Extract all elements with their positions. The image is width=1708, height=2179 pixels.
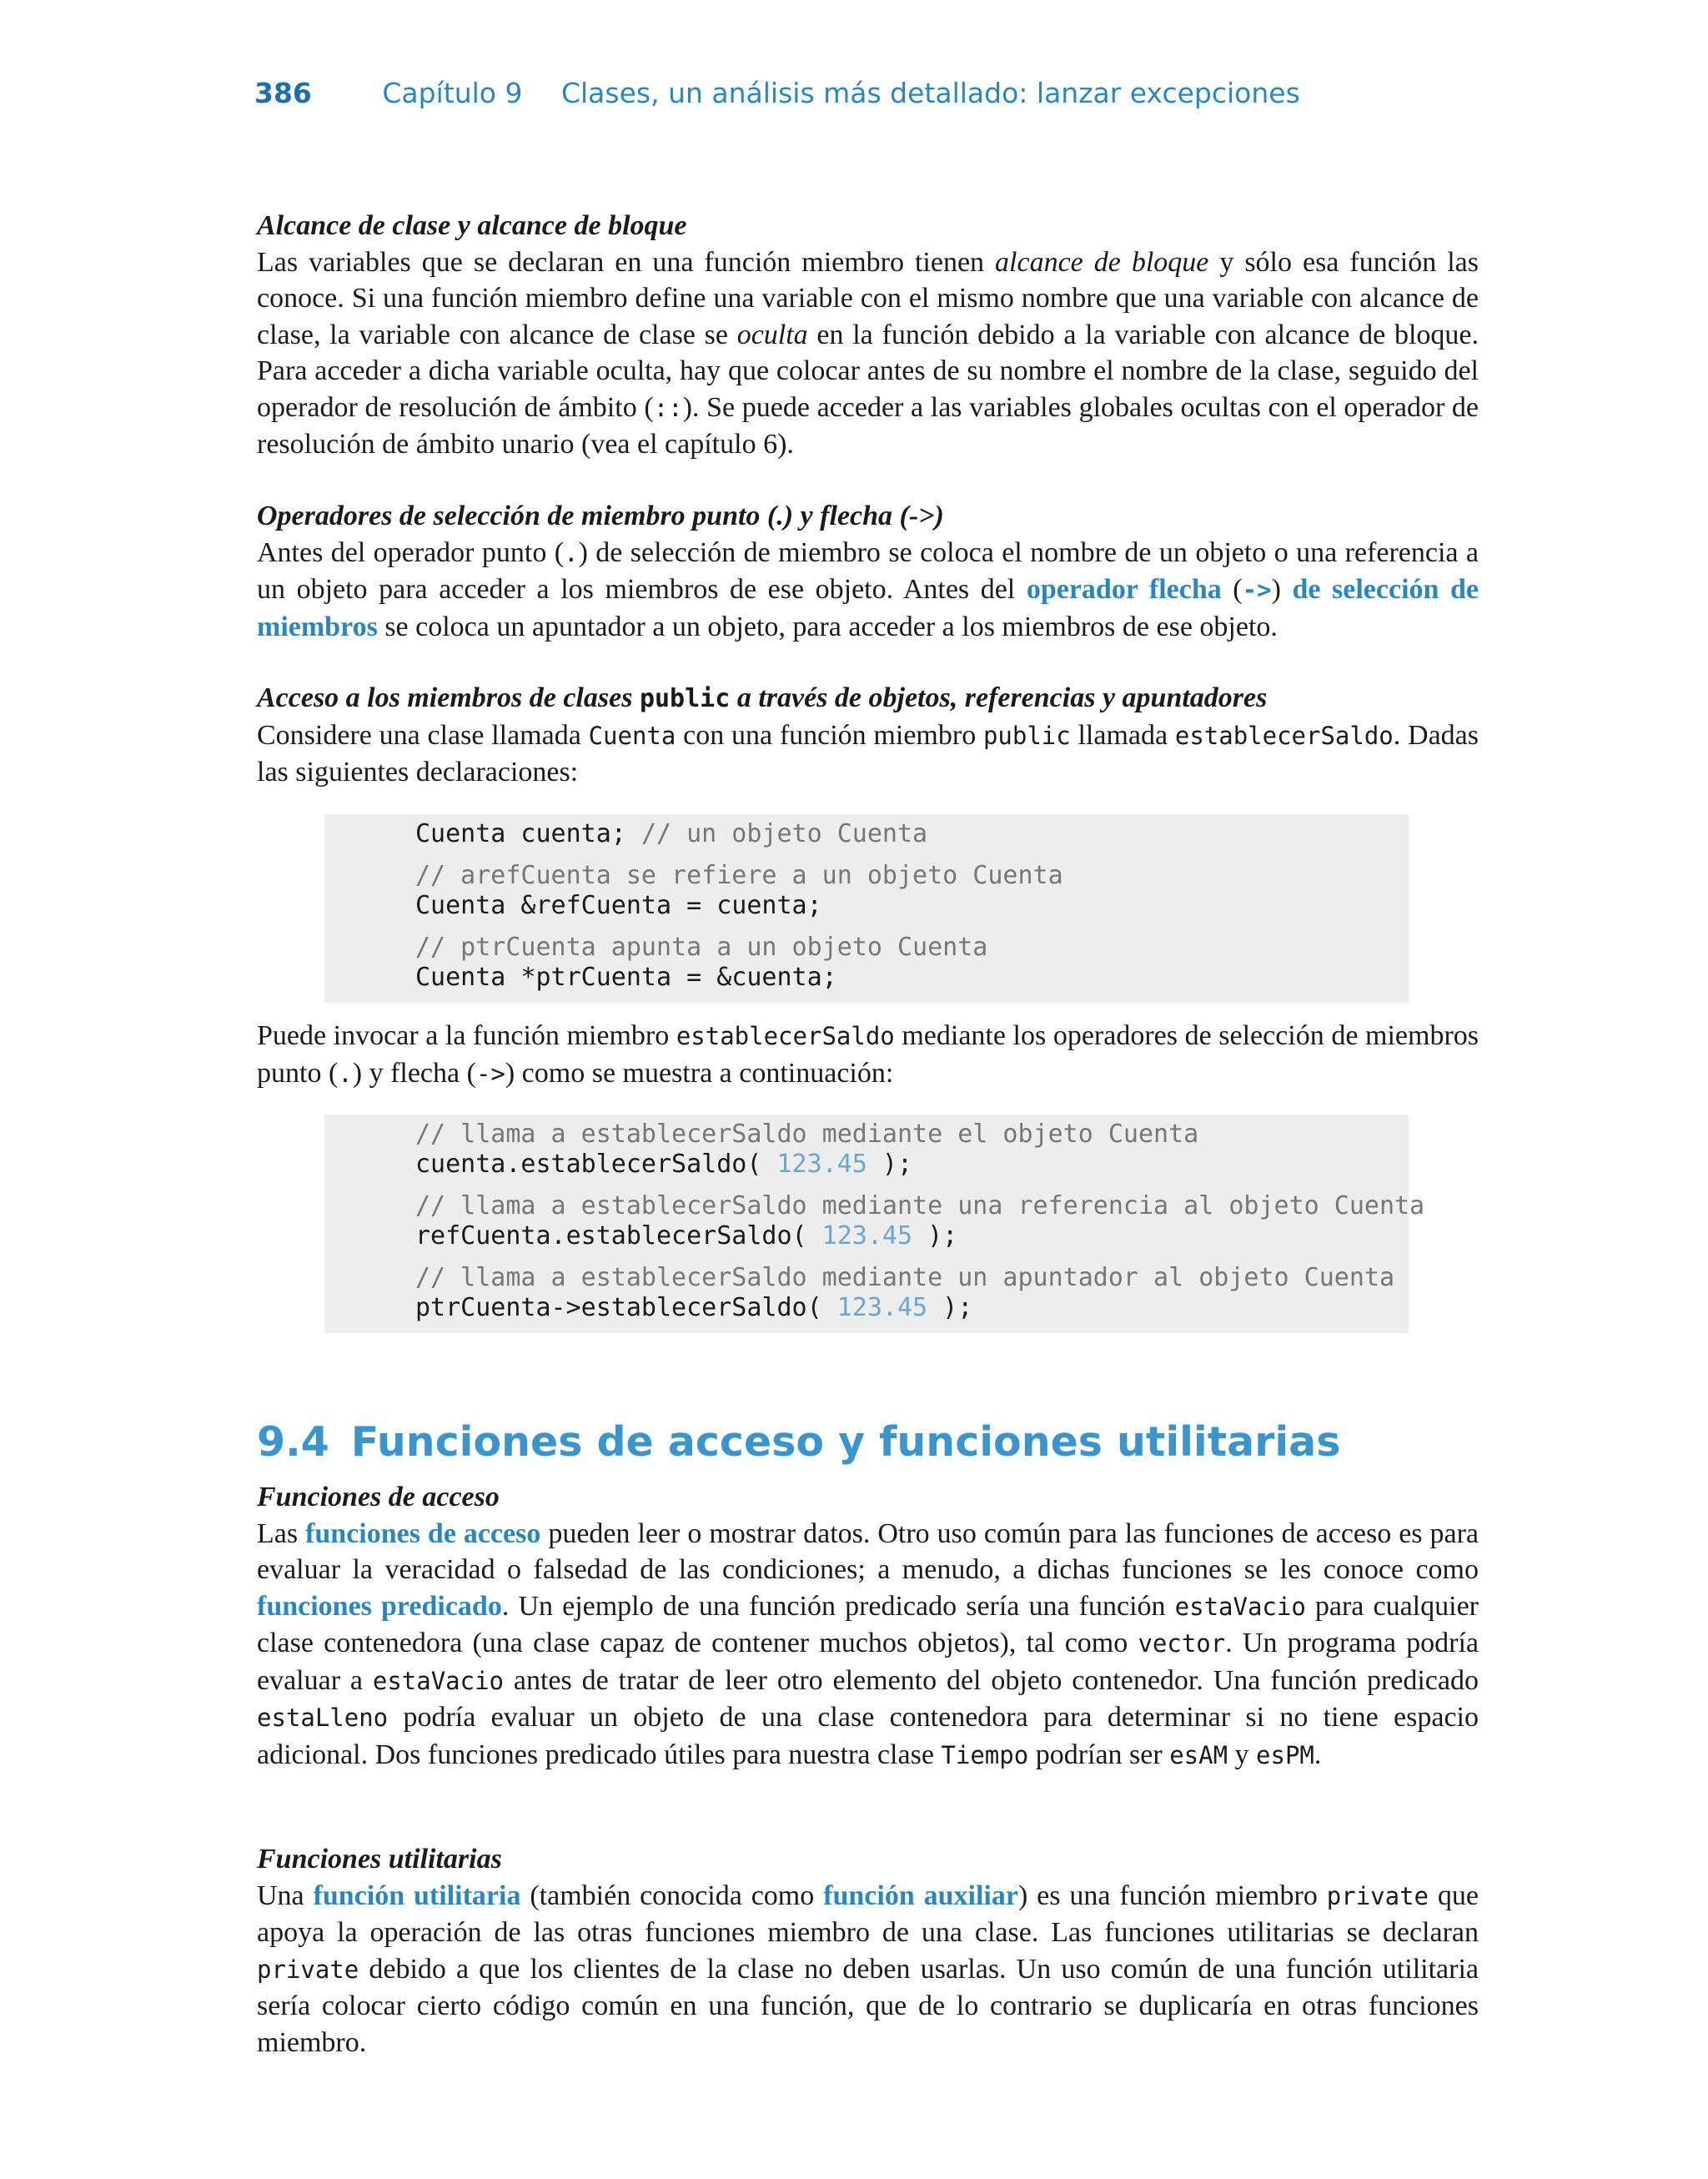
block-invoke xyxy=(257,1018,1479,1092)
subheading-public-access: Acceso a los miembros de clases public a través de objetos, referencias y apuntadores xyxy=(257,682,1268,713)
code-line: ptrCuenta->establecerSaldo( 123.45 ); xyxy=(415,1293,973,1322)
chapter-title: Clases, un análisis más detallado: lanzar excepciones xyxy=(560,77,1300,109)
subheading-access-functions: Funciones de acceso xyxy=(257,1482,500,1512)
code-line: Cuenta &refCuenta = cuenta; xyxy=(415,891,822,920)
code-comment: // llama a establecerSaldo mediante un apuntador al objeto Cuenta xyxy=(415,1263,1394,1292)
chapter-label: Capítulo 9 xyxy=(382,77,523,109)
code-comment: // ptrCuenta apunta a un objeto Cuenta xyxy=(415,933,988,962)
code-block-calls xyxy=(324,1115,1425,1333)
page-number: 386 xyxy=(254,77,312,109)
paragraph-access-functions: Las funciones de acceso pueden leer o mostrar datos. Otro uso común para las funciones de acceso es para evaluar la veracidad o falsedad de las condiciones; a menudo, a dichas funciones se les conoce como funciones predicado. Un ejemplo de una función predicado sería una función estaVacio para cualquier clase contenedora (una clase capaz de contener muchos objetos), tal como vector. Un programa podría evaluar a estaVacio antes de tratar de leer otro elemento del objeto contenedor. Una función predicado estaLleno podría evaluar un objeto de una clase contenedora para determinar si no tiene espacio adicional. Dos funciones predicado útiles para nuestra clase Tiempo podrían ser esAM y esPM. xyxy=(257,1517,1479,1770)
subheading-utility-functions: Funciones utilitarias xyxy=(257,1844,502,1875)
running-head xyxy=(254,77,1300,109)
paragraph-invoke: Puede invocar a la función miembro establecerSaldo mediante los operadores de selección de miembros punto (.) y flecha (->) como se muestra a continuación: xyxy=(257,1020,1479,1089)
block-utility-functions xyxy=(257,1841,1479,2061)
code-comment: // arefCuenta se refiere a un objeto Cuenta xyxy=(415,861,1063,890)
code-block-declarations xyxy=(324,814,1409,1003)
block-access-functions xyxy=(257,1479,1479,1774)
code-comment: // llama a establecerSaldo mediante el objeto Cuenta xyxy=(415,1120,1199,1149)
block-public-access xyxy=(257,680,1479,791)
paragraph-member-selection: Antes del operador punto (.) de selección de miembro se coloca el nombre de un objeto o una referencia a un objeto para acceder a los miembros de ese objeto. Antes del operador flecha (->) de selección de miembros se coloca un apuntador a un objeto, para acceder a los miembros de ese objeto. xyxy=(257,536,1479,642)
code-line: Cuenta cuenta; // un objeto Cuenta xyxy=(415,819,928,848)
block-member-selection xyxy=(257,498,1479,645)
code-line: cuenta.establecerSaldo( 123.45 ); xyxy=(415,1150,913,1179)
code-line: refCuenta.establecerSaldo( 123.45 ); xyxy=(415,1221,958,1251)
subheading-class-scope: Alcance de clase y alcance de bloque xyxy=(257,210,687,241)
paragraph-public-access: Considere una clase llamada Cuenta con una función miembro public llamada establecerSaldo. Dadas las siguientes declaraciones: xyxy=(257,719,1479,788)
code-line: Cuenta *ptrCuenta = &cuenta; xyxy=(415,963,837,992)
section-heading xyxy=(257,1418,1340,1466)
code-comment: // llama a establecerSaldo mediante una referencia al objeto Cuenta xyxy=(415,1191,1425,1220)
subheading-member-selection: Operadores de selección de miembro punto (.) y flecha (->) xyxy=(257,501,944,531)
block-class-scope xyxy=(257,208,1479,463)
paragraph-class-scope: Las variables que se declaran en una función miembro tienen alcance de bloque y sólo esa función las conoce. Si una función miembro define una variable con el mismo nombre que una variable con alcance de clase, la variable con alcance de clase se oculta en la función debido a la variable con alcance de bloque. Para acceder a dicha variable oculta, hay que colocar antes de su nombre el nombre de la clase, seguido del operador de resolución de ámbito (::). Se puede acceder a las variables globales ocultas con el operador de resolución de ámbito unario (vea el capítulo 6). xyxy=(257,246,1479,460)
paragraph-utility-functions: Una función utilitaria (también conocida como función auxiliar) es una función miembro private que apoya la operación de las otras funciones miembro de una clase. Las funciones utilitarias se declaran private debido a que los clientes de la clase no deben usarlas. Un uso común de una función utilitaria sería colocar cierto código común en una función, que de lo contrario se duplicaría en otras funciones miembro. xyxy=(257,1880,1479,2058)
section-number: 9.4 xyxy=(257,1418,329,1466)
section-title: Funciones de acceso y funciones utilitarias xyxy=(350,1418,1341,1466)
